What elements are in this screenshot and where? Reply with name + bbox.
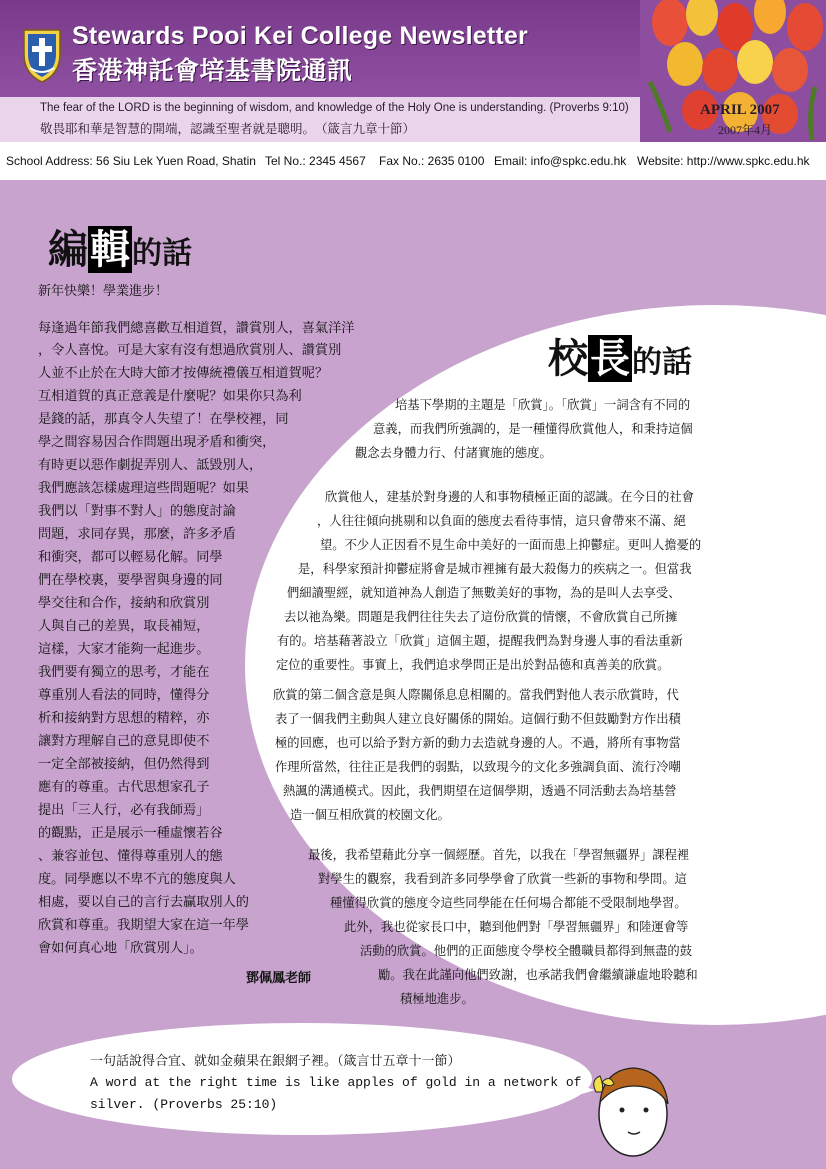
editor-line: 每逢過年節我們總喜歡互相道賀，讚賞別人，喜氣洋洋: [38, 321, 355, 336]
principal-line: 欣賞他人，建基於對身邊的人和事物積極正面的認識。在今日的社會: [325, 490, 694, 504]
principal-line: 意義，而我們所強調的，是一種懂得欣賞他人，和秉持這個: [373, 422, 693, 436]
editor-line: 提出「三人行，必有我師焉」: [38, 803, 210, 818]
editor-line: 我們應該怎樣處理這些問題呢？如果: [38, 481, 249, 496]
editor-line: 、兼容並包、懂得尊重別人的態: [38, 849, 223, 864]
principal-line: 極的回應，也可以給予對方新的動力去造就身邊的人。不過，將所有事物當: [275, 736, 681, 750]
newsletter-title-en: Stewards Pooi Kei College Newsletter: [72, 22, 528, 50]
principal-heading-part2: 長: [590, 335, 630, 382]
editor-line: 應有的尊重。古代思想家孔子: [38, 780, 210, 795]
editor-line: 析和接納對方思想的精粹，亦: [38, 711, 210, 726]
editor-line: 人與自己的差異，取長補短，: [38, 619, 210, 634]
principal-line: 對學生的觀察，我看到許多同學學會了欣賞一些新的事物和學問。這: [318, 872, 687, 886]
principal-line: 欣賞的第二個含意是與人際關係息息相關的。當我們對他人表示欣賞時，代: [273, 688, 679, 702]
principal-line: 是，科學家預計抑鬱症將會是城市裡擁有最大殺傷力的疾病之一。但當我: [298, 562, 692, 576]
editor-line: 的觀點，正是展示一種虛懷若谷: [38, 826, 223, 841]
principal-line: 定位的重要性。事實上，我們追求學問正是出於對品德和真善美的欣賞。: [276, 658, 670, 672]
editor-line: ，令人喜悅。可是大家有沒有想過欣賞別人、讚賞別: [38, 343, 342, 358]
issue-date-en: APRIL 2007: [700, 102, 780, 118]
principal-line: 此外，我也從家長口中，聽到他們對「學習無疆界」和陸運會等: [344, 920, 689, 934]
editor-line: 這樣，大家才能夠一起進步。: [38, 642, 210, 657]
editor-line: 我們以「對事不對人」的態度討論: [38, 504, 236, 519]
editor-line: 有時更以惡作劇捉弄別人、詆毀別人，: [38, 458, 263, 473]
editor-line: 問題，求同存異，那麼，許多矛盾: [38, 527, 236, 542]
principal-heading-part1: 校: [548, 335, 588, 382]
principal-line: 作理所當然，往往正是我們的弱點，以致現今的文化多強調負面、流行冷嘲: [275, 760, 681, 774]
quote-chinese: 一句話說得合宜、就如金蘋果在銀網子裡。（箴言廿五章十一節）: [90, 1054, 461, 1069]
school-address: School Address: 56 Siu Lek Yuen Road, Shatin: [6, 154, 256, 168]
editor-line: 相處，要以自己的言行去贏取別人的: [38, 895, 249, 910]
editor-heading-part2: 輯: [90, 226, 130, 273]
editor-heading-part3: 的話: [132, 236, 192, 271]
principal-line: 培基下學期的主題是「欣賞」。「欣賞」一詞含有不同的: [395, 398, 691, 412]
contact-bar: [0, 142, 826, 180]
quote-english-line2: silver. (Proverbs 25:10): [90, 1097, 278, 1112]
principal-line: 有的。培基藉著設立「欣賞」這個主題，提醒我們為對身邊人事的看法重新: [277, 634, 683, 648]
principal-heading: [548, 327, 692, 384]
editor-line: 是錢的話，那真令人失望了！在學校裡，同: [38, 412, 289, 427]
editor-line: 們在學校裏，要學習與身邊的同: [38, 573, 223, 588]
editor-heading: [48, 218, 192, 275]
principal-heading-part3: 的話: [632, 345, 692, 380]
principal-line: 勵。我在此謹向他們致謝，也承諾我們會繼續謙虛地聆聽和: [378, 968, 698, 982]
principal-line: 們細讀聖經，就知道神為人創造了無數美好的事物，為的是叫人去享受、: [287, 586, 681, 600]
principal-line: 活動的欣賞。他們的正面態度令學校全體職員都得到無盡的鼓: [360, 944, 693, 958]
editor-line: 讓對方理解自己的意見即使不: [38, 734, 210, 749]
principal-line: 望。不少人正因看不見生命中美好的一面而患上抑鬱症。更叫人擔憂的: [320, 538, 702, 552]
school-crest-icon: [18, 24, 66, 84]
editor-line: 學之間容易因合作問題出現矛盾和衝突，: [38, 435, 276, 450]
motto-english: The fear of the LORD is the beginning of wisdom, and knowledge of the Holy One is understanding. (Proverbs 9:10): [40, 102, 629, 114]
fax: Fax No.: 2635 0100: [379, 154, 485, 168]
cartoon-girl-icon: [588, 1052, 678, 1162]
editor-line: 人並不止於在大時大節才按傳統禮儀互相道賀呢？: [38, 366, 329, 381]
editor-line: 互相道賀的真正意義是什麼呢？如果你只為利: [38, 389, 302, 404]
editor-line: 會如何真心地「欣賞別人」。: [38, 941, 203, 956]
quote-english-line1: A word at the right time is like apples of gold in a network of: [90, 1075, 582, 1090]
editor-line: 學交往和合作，接納和欣賞別: [38, 596, 210, 611]
principal-line: 積極地進步。: [400, 992, 474, 1006]
editor-greeting: 新年快樂！學業進步！: [38, 284, 169, 299]
editor-line: 我們要有獨立的思考，才能在: [38, 665, 210, 680]
telephone: Tel No.: 2345 4567: [265, 154, 366, 168]
principal-line: 表了一個我們主動與人建立良好關係的開始。這個行動不但鼓勵對方作出積: [275, 712, 681, 726]
principal-line: ，人往往傾向挑剔和以負面的態度去看待事情，這只會帶來不滿、絕: [317, 514, 686, 528]
email: Email: info@spkc.edu.hk: [494, 154, 627, 168]
masthead: [0, 0, 826, 142]
principal-line: 造一個互相欣賞的校園文化。: [290, 808, 450, 822]
principal-line: 最後，我希望藉此分享一個經歷。首先，以我在「學習無疆界」課程裡: [308, 848, 690, 862]
website: Website: http://www.spkc.edu.hk: [637, 154, 810, 168]
issue-date-zh: 2007年4月: [718, 123, 773, 137]
newsletter-title-zh: 香港神託會培基書院通訊: [72, 56, 353, 85]
principal-line: 觀念去身體力行、付諸實施的態度。: [355, 446, 552, 460]
editor-line: 欣賞和尊重。我期望大家在這一年學: [38, 918, 249, 933]
editor-line: 一定全部被接納，但仍然得到: [38, 757, 210, 772]
editor-line: 和衝突，都可以輕易化解。同學: [38, 550, 223, 565]
editor-heading-part1: 編: [48, 226, 88, 273]
principal-line: 去以祂為樂。問題是我們往往失去了這份欣賞的情懷，不會欣賞自己所擁: [284, 610, 678, 624]
motto-chinese: 敬畏耶和華是智慧的開端，認識至聖者就是聰明。 （箴言九章十節）: [40, 121, 416, 136]
principal-line: 種懂得欣賞的態度令這些同學能在任何場合都能不受限制地學習。: [330, 896, 687, 910]
editor-line: 度。同學應以不卑不亢的態度與人: [38, 872, 236, 887]
editor-signature: 鄧佩鳳老師: [246, 971, 312, 986]
principal-line: 熱諷的溝通模式。因此，我們期望在這個學期，透過不同活動去為培基營: [283, 784, 677, 798]
editor-line: 尊重別人看法的同時，懂得分: [38, 688, 210, 703]
